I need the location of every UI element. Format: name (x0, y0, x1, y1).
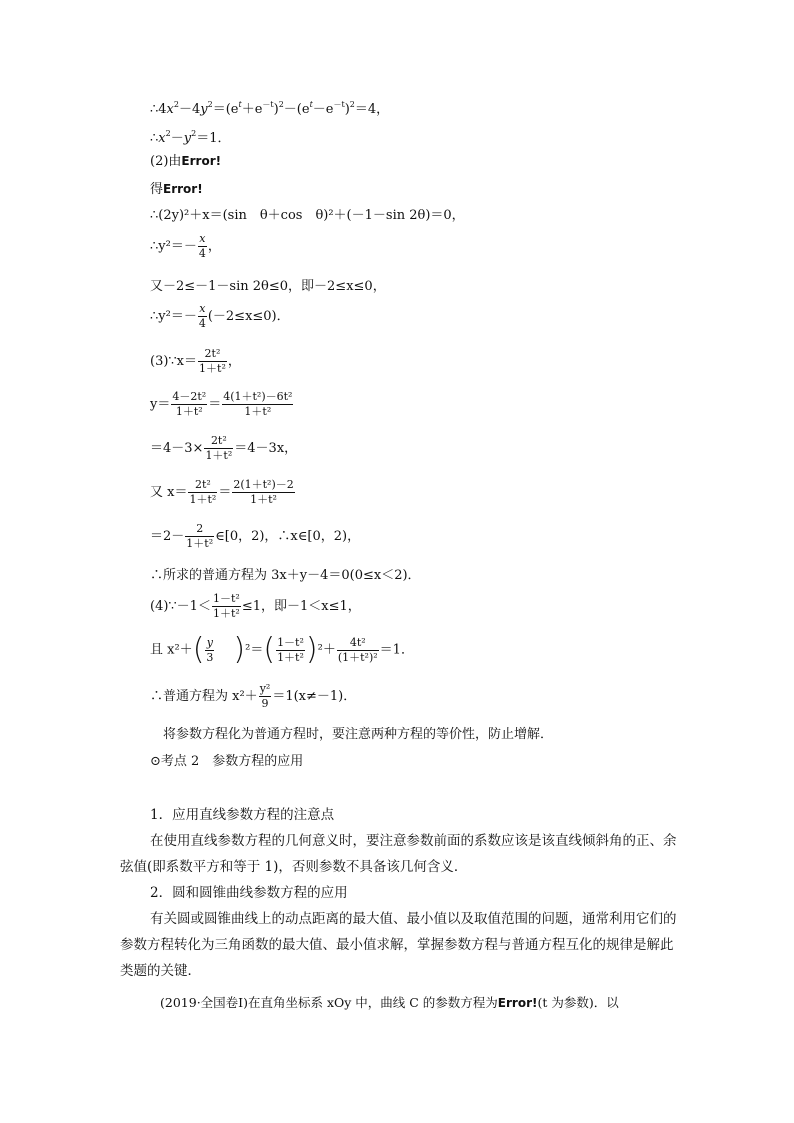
equation-line: 且 x²＋( $\frac{y}{3}$ )²＝( $\frac{\text{1－t²}}{\text{1＋t²}}$ )²＋ $\frac{\text{4t²}}{\text{(1＋t²)²}}$ ＝1． (150, 632, 414, 667)
section-heading: ⊙考点 2 参数方程的应用 (150, 754, 304, 769)
equation-line: 又－2≤－1－sin 2θ≤0，即－2≤x≤0， (150, 279, 386, 294)
error-placeholder: Error! (181, 154, 222, 168)
equation-line: $\therefore x^2-y^2=1$． (150, 129, 231, 146)
fraction: $\frac{\text{4t²}}{\text{(1＋t²)²}}$ (337, 635, 378, 664)
subheading: 2．圆和圆锥曲线参数方程的应用 (150, 885, 348, 901)
fraction: $\frac{y}{3}$ (206, 635, 214, 664)
equation-line: ＝4－3× $\frac{\text{2t²}}{\text{1＋t²}}$ ＝4－3x， (150, 434, 298, 462)
equation-line: ∴(2y)²＋x＝(sin θ＋cos θ)²＋(－1－sin 2θ)＝0， (150, 208, 465, 223)
problem-statement: (2019·全国卷Ⅰ)在直角坐标系 xOy 中，曲线 C 的参数方程为Error!(t 为参数)．以 (160, 995, 619, 1010)
equation-line: (4)∵－1＜ $\frac{\text{1－t²}}{\text{1＋t²}}$ ≤1，即－1＜x≤1， (150, 592, 361, 620)
error-placeholder: Error! (497, 996, 538, 1010)
fraction: $\frac{x}{4}$ (198, 232, 206, 260)
equation-line: $\therefore 4x^2-4y^2=(e^t+e^{-t})^2-(e^t-e^{-t})^2=4$， (150, 100, 390, 117)
equation-line: (3)∵x＝ $\frac{\text{2t²}}{\text{1＋t²}}$ ， (150, 347, 241, 375)
fraction: $\frac{\text{2t²}}{\text{1＋t²}}$ (199, 347, 226, 375)
equation-line: 得Error! (150, 182, 203, 197)
fraction: $\frac{2}{\text{1＋t²}}$ (186, 522, 214, 550)
fraction: $\frac{\text{y²}}{9}$ (259, 682, 271, 710)
fraction: $\frac{\text{2(1＋t²)－2}}{\text{1＋t²}}$ (233, 478, 294, 506)
paragraph: 在使用直线参数方程的几何意义时，要注意参数前面的系数应该是该直线倾斜角的正、余弦值(即系数平方和等于 1)，否则参数不具备该几何含义． (120, 833, 677, 875)
paragraph: 有关圆或圆锥曲线上的动点距离的最大值、最小值以及取值范围的问题，通常利用它们的参数方程转化为三角函数的最大值、最小值求解，掌握参数方程与普通方程互化的规律是解此类题的关键． (120, 911, 677, 979)
error-placeholder: Error! (163, 182, 203, 196)
fraction: $\frac{\text{1－t²}}{\text{1＋t²}}$ (277, 635, 304, 664)
equation-line: ＝2－ $\frac{2}{\text{1＋t²}}$ ∈[0，2)，∴x∈[0，2)， (150, 522, 361, 550)
fraction: $\frac{\text{2t²}}{\text{1＋t²}}$ (205, 434, 233, 462)
equation-line: ∴所求的普通方程为 3x＋y－4＝0(0≤x＜2)． (150, 568, 421, 583)
equation-line: ∴y²＝－ $\frac{x}{4}$ ， (150, 232, 221, 260)
subheading: 1．应用直线参数方程的注意点 (150, 807, 335, 823)
fraction: $\frac{\text{1－t²}}{\text{1＋t²}}$ (212, 592, 240, 620)
note-text: 将参数方程化为普通方程时，要注意两种方程的等价性，防止增解． (163, 727, 554, 742)
fraction: $\frac{x}{4}$ (198, 302, 206, 330)
equation-line: 又 x＝ $\frac{\text{2t²}}{\text{1＋t²}}$ ＝ $\frac{\text{2(1＋t²)－2}}{\text{1＋t²}}$ (150, 478, 294, 506)
equation-line: (2)由Error! (150, 154, 222, 169)
fraction: $\frac{\text{4(1＋t²)－6t²}}{\text{1＋t²}}$ (223, 390, 293, 418)
equation-line: y＝ $\frac{\text{4－2t²}}{\text{1＋t²}}$ ＝ $\frac{\text{4(1＋t²)－6t²}}{\text{1＋t²}}$ (150, 390, 293, 418)
equation-line: ∴y²＝－ $\frac{x}{4}$ (－2≤x≤0)． (150, 302, 290, 330)
fraction: $\frac{\text{2t²}}{\text{1＋t²}}$ (189, 478, 217, 506)
equation-line: ∴普通方程为 x²＋ $\frac{\text{y²}}{9}$ ＝1(x≠－1)． (150, 682, 357, 710)
fraction: $\frac{\text{4－2t²}}{\text{1＋t²}}$ (172, 390, 207, 418)
